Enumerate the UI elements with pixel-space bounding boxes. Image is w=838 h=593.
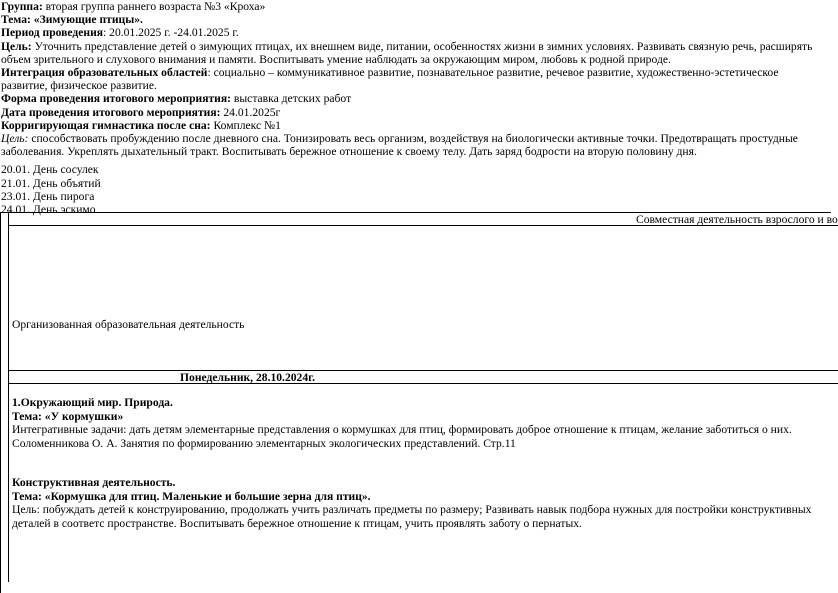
day-item: 21.01. День объятий: [1, 176, 101, 190]
day-item: 20.01. День сосулек: [1, 163, 99, 177]
organized-activity-label: Организованная образовательная деятельность: [12, 318, 245, 331]
form-value: выставка детских работ: [231, 92, 352, 106]
integration-value: : социально – коммуникативное развитие, познавательное развитие, речевое развитие, художественно-эстетическое развитие, физическое развитие.: [1, 66, 779, 93]
lesson-tasks: Интегративные задачи: дать детям элементарные представления о кормушках для птиц, формировать доброе отношение к птицам, желание заботиться о них.: [12, 423, 792, 436]
lesson-2: [12, 476, 832, 530]
goal-line: [0, 40, 816, 66]
table-inner-border: [8, 212, 9, 582]
date-value: 24.01.2025г: [220, 105, 281, 119]
theme-line: [0, 13, 816, 26]
table-row-divider: [8, 383, 838, 384]
lesson-goal: Цель: побуждать детей к конструированию, продолжать учить различать предметы по размеру; Развивать навык подбора нужных для постройки конструктивных деталей в соответс пространстве. Воспитывать бережное отношение к птицам, учить проявлять заботу о пернатых.: [12, 503, 812, 530]
gym-goal-label: Цель:: [1, 132, 29, 146]
theme-label: Тема: «Зимующие птицы».: [1, 13, 143, 27]
lesson-source: Соломенникова О. А. Занятия по формированию элементарных экологических представлений. Стр.11: [12, 436, 516, 450]
lesson-title: 1.Окружающий мир. Природа.: [12, 396, 173, 409]
period-value: : 20.01.2025 г. -24.01.2025 г.: [103, 26, 239, 40]
gym-label: Корригирующая гимнастика после сна:: [1, 118, 211, 132]
integration-line: [0, 66, 816, 92]
period-line: [0, 26, 816, 39]
lesson-theme: Тема: «Кормушка для птиц. Маленькие и большие зерна для птиц».: [12, 489, 371, 503]
document-header: [0, 0, 816, 216]
gym-goal-line: [0, 132, 816, 158]
date-label: Дата проведения итогового мероприятия:: [1, 105, 221, 119]
date-line: [0, 106, 816, 119]
group-line: [0, 0, 816, 13]
period-label: Период проведения: [1, 26, 104, 40]
gym-value: Комплекс №1: [210, 118, 281, 132]
lesson-1: [12, 396, 832, 450]
lesson-theme: Тема: «У кормушки»: [12, 409, 124, 423]
day-heading: Понедельник, 28.10.2024г.: [180, 371, 315, 384]
day-item: 23.01. День пирога: [1, 189, 95, 203]
group-label: Группа:: [1, 0, 43, 13]
integration-label: Интеграция образовательных областей: [1, 66, 208, 80]
form-label: Форма проведения итогового мероприятия:: [1, 92, 232, 106]
gym-line: [0, 119, 816, 132]
form-line: [0, 92, 816, 105]
table-row-divider: [8, 370, 838, 371]
goal-label: Цель:: [1, 39, 32, 53]
goal-value: Уточнить представление детей о зимующих птицах, их внешнем виде, питании, особенностях жизни в зимних условиях. Развивать связную речь, расширять объем зрительного и слухового внимания и памяти. Воспитывать умение наблюдать за окружающим миром, любовь к родной природе.: [1, 39, 813, 66]
group-value: вторая группа раннего возраста №3 «Кроха»: [42, 0, 266, 13]
gym-goal-value: способствовать пробуждению после дневного сна. Тонизировать весь организм, воздействуя на биологически активные точки. Предотвращать простудные заболевания. Укреплять дыхательный тракт. Воспитывать бережное отношение к своему телу. Дать заряд бодрости на вторую половину дня.: [1, 132, 798, 159]
joint-activity-header: Совместная деятельность взрослого и во: [636, 213, 838, 226]
lesson-title: Конструктивная деятельность.: [12, 476, 176, 489]
day-item: 24.01. День эскимо: [1, 203, 96, 217]
